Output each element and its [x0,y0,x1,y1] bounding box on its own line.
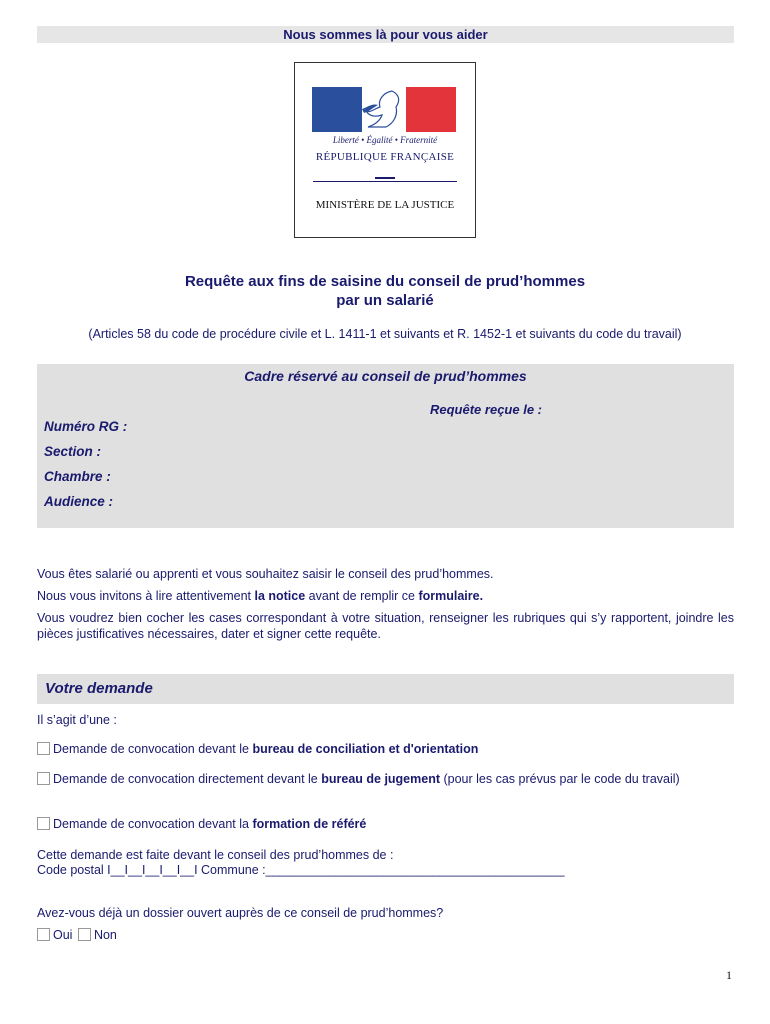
legal-articles: (Articles 58 du code de procédure civile et L. 1411-1 et suivants et R. 1452-1 et suivants du code du travail) [88,327,682,341]
page-title [0,272,770,310]
flag-red-band [406,87,456,132]
checkbox-non[interactable] [78,928,91,941]
option-text: Demande de convocation devant le [53,742,253,756]
title-line-1: Requête aux fins de saisine du conseil de prud’hommes [184,273,586,290]
republic-motto: Liberté • Égalité • Fraternité [332,135,438,145]
option-text: (pour les cas prévus par le code du travail) [440,772,680,786]
checkbox-jugement[interactable] [37,772,50,785]
reserved-box [37,364,734,528]
form-text: formulaire. [418,589,484,603]
intro-text: avant de remplir ce [305,589,419,603]
intro-line-1: Vous êtes salarié ou apprenti et vous souhaitez saisir le conseil des prud’hommes. [37,567,494,581]
section-label: Section : [44,444,102,459]
ministry-logo [294,62,476,238]
option-bold-text: bureau de jugement [321,772,441,786]
option-bold-text: formation de référé [252,817,367,831]
dossier-answer [37,927,734,943]
option-conciliation [37,741,734,757]
option-text: Demande de convocation devant la [53,817,253,831]
page-number: 1 [726,968,732,982]
ministry-name: MINISTÈRE DE LA JUSTICE [315,199,455,211]
logo-divider-short [375,177,395,179]
conseil-label: Cette demande est faite devant le conseil des prud’hommes de : [37,848,394,862]
logo-divider [313,181,457,182]
intro-text: Nous vous invitons à lire attentivement [37,589,255,603]
oui-label: Oui [53,928,73,942]
checkbox-oui[interactable] [37,928,50,941]
option-jugement [37,771,734,787]
checkbox-refere[interactable] [37,817,50,830]
intro-line-2 [37,588,734,604]
section-title: Votre demande [45,680,153,697]
marianne-icon [362,87,406,132]
top-banner: Nous sommes là pour vous aider [37,26,734,43]
non-label: Non [93,928,117,942]
audience-label: Audience : [44,494,114,509]
republic-name: RÉPUBLIQUE FRANÇAISE [315,151,455,163]
option-refere [37,816,734,832]
checkbox-conciliation[interactable] [37,742,50,755]
reserved-box-title: Cadre réservé au conseil de prud’hommes [244,368,527,384]
option-bold-text: bureau de conciliation et d'orientation [252,742,479,756]
chambre-label: Chambre : [44,469,111,484]
flag-white-band [362,87,406,132]
notice-link-text: la notice [254,589,306,603]
flag-blue-band [312,87,362,132]
code-postal-commune-field[interactable]: Code postal I__I__I__I__I__I Commune :___________________________________________ [37,863,565,877]
section-votre-demande [37,674,734,704]
title-line-2: par un salarié [336,292,434,309]
option-text: Demande de convocation directement devant le [53,772,322,786]
intro-line-3: Vous voudrez bien cocher les cases correspondant à votre situation, renseigner les rubriques qui s’y rapportent, joindre les pièces justificatives nécessaires, dater et signer cette requête. [37,611,734,641]
il-sagit-label: Il s’agit d’une : [37,713,117,727]
request-received-label: Requête reçue le : [430,402,542,417]
dossier-question: Avez-vous déjà un dossier ouvert auprès de ce conseil de prud’hommes? [37,906,444,920]
numero-rg-label: Numéro RG : [44,419,128,434]
